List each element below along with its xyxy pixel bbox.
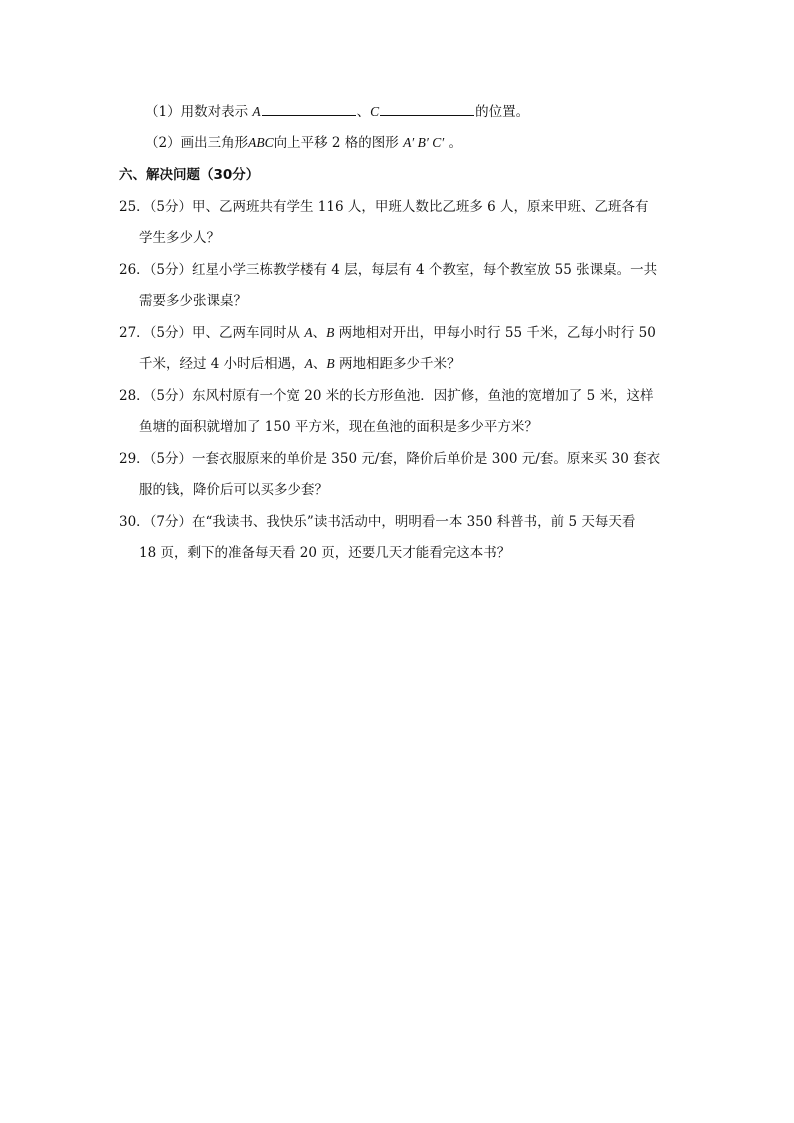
sub-question-1 — [145, 101, 529, 122]
problem-27-line-1-end: 两地相对开出，甲每小时行 55 千米，乙每小时行 50 — [334, 325, 656, 341]
problem-28-line-1: 28．（5分）东风村原有一个宽 20 米的长方形鱼池．因扩修，鱼池的宽增加了 5 米，这样 — [119, 388, 654, 404]
problem-27-line-2-end: 两地相距多少千米？ — [334, 356, 461, 372]
point-a-label: A — [252, 104, 261, 119]
sub-question-2 — [145, 133, 462, 153]
sub-question-2-middle: 向上平移 2 格的图形 — [273, 135, 399, 151]
problem-27-line-1-start: 27．（5分）甲、乙两车同时从 — [119, 325, 305, 341]
triangle-label: ABC — [248, 135, 274, 150]
problem-29-line-1: 29．（5分）一套衣服原来的单价是 350 元/套，降价后单价是 300 元/套。原来买 30 套衣 — [119, 451, 661, 467]
section-heading: 六、解决问题（30分） — [119, 167, 260, 183]
translated-triangle-label: A′ B′ C′ — [403, 135, 445, 150]
problem-27-line-2 — [139, 354, 460, 374]
sub-question-2-prefix: （2）画出三角形 — [145, 135, 249, 151]
problem-29-line-2: 服的钱，降价后可以买多少套？ — [139, 482, 328, 498]
problem-25-line-1: 25．（5分）甲、乙两班共有学生 116 人，甲班人数比乙班多 6 人，原来甲班、乙班各有 — [119, 199, 649, 215]
point-b-ref: B — [326, 325, 335, 340]
answer-blank-c[interactable] — [380, 101, 474, 116]
problem-26-line-1: 26．（5分）红星小学三栋教学楼有 4 层，每层有 4 个教室，每个教室放 55 张课桌。一共 — [119, 262, 658, 278]
problem-27-line-1 — [119, 323, 656, 343]
sub-question-2-suffix: 。 — [448, 135, 462, 151]
problem-27-sep: 、 — [312, 356, 327, 372]
point-a-ref: A — [304, 325, 313, 340]
problem-30-line-2: 18 页，剩下的准备每天看 20 页，还要几天才能看完这本书？ — [139, 545, 511, 561]
problem-25-line-2: 学生多少人？ — [139, 230, 220, 246]
problem-27-sep: 、 — [312, 325, 327, 341]
sub-question-1-prefix: （1）用数对表示 — [145, 104, 249, 120]
separator: 、 — [356, 104, 371, 120]
point-c-label: C — [370, 104, 380, 119]
point-a-ref: A — [304, 356, 313, 371]
problem-26-line-2: 需要多少张课桌？ — [139, 293, 247, 309]
problem-30-line-1: 30．（7分）在“我读书、我快乐”读书活动中，明明看一本 350 科普书，前 5 天每天看 — [119, 514, 636, 530]
answer-blank-a[interactable] — [262, 101, 356, 116]
problem-27-line-2-start: 千米，经过 4 小时后相遇， — [139, 356, 305, 372]
point-b-ref: B — [326, 356, 335, 371]
problem-28-line-2: 鱼塘的面积就增加了 150 平方米，现在鱼池的面积是多少平方米？ — [139, 419, 538, 435]
sub-question-1-suffix: 的位置。 — [475, 104, 530, 120]
